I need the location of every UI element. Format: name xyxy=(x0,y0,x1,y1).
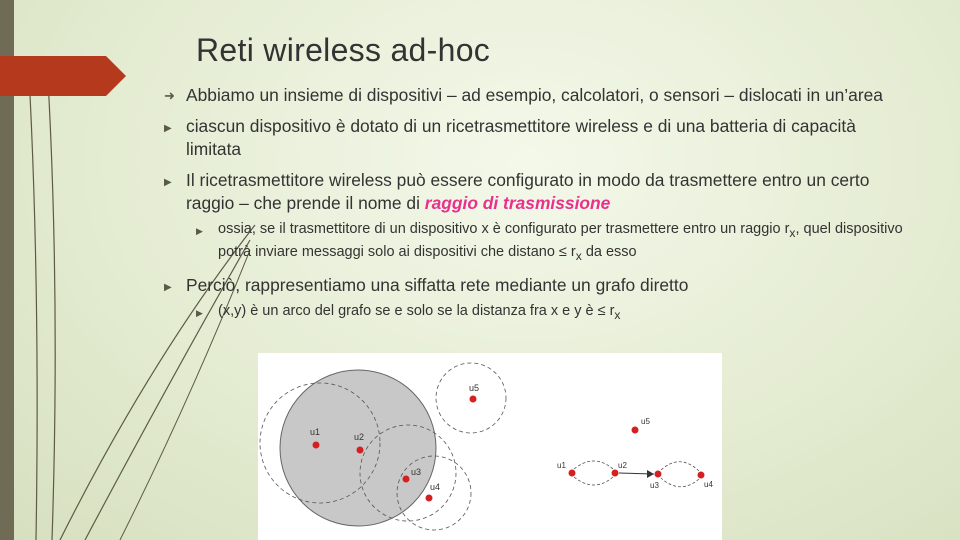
bullet-3-text: Il ricetrasmettitore wireless può essere configurato in modo da trasmettere entro un certo raggio – che prende il nome di xyxy=(186,170,870,213)
edge-u4-u3 xyxy=(661,478,699,487)
network-diagram xyxy=(258,353,722,540)
node-right-u1 xyxy=(569,470,576,477)
edge-u2-u1 xyxy=(574,477,613,485)
network-figure xyxy=(258,353,722,540)
label-left-u2: u2 xyxy=(354,432,365,442)
bullet-4: ▶ Perciò, rappresentiamo una siffatta rete mediante un grafo diretto xyxy=(160,274,910,297)
label-right-u4: u4 xyxy=(704,480,713,489)
slide-title: Reti wireless ad-hoc xyxy=(196,32,491,68)
label-right-u2: u2 xyxy=(618,461,627,470)
label-left-u4: u4 xyxy=(430,482,441,492)
title-arrow-shape xyxy=(0,56,126,96)
highlight-raggio: raggio di trasmissione xyxy=(424,193,611,213)
edge-u1-u2 xyxy=(574,461,613,469)
node-left-u2 xyxy=(357,447,364,454)
edge-u3-u4 xyxy=(661,462,699,471)
bullet-2: ▶ ciascun dispositivo è dotato di un ricetrasmettitore wireless e di una batteria di capacità limitata xyxy=(160,115,910,161)
node-right-u2 xyxy=(612,470,619,477)
label-right-u1: u1 xyxy=(557,461,566,470)
label-left-u3: u3 xyxy=(411,467,422,477)
node-left-u3 xyxy=(403,476,410,483)
node-right-u4 xyxy=(698,472,705,479)
node-left-u4 xyxy=(426,495,433,502)
arrowhead-u2-u3 xyxy=(647,470,654,478)
node-right-u3 xyxy=(655,471,662,478)
label-right-u3: u3 xyxy=(650,481,659,490)
label-left-u1: u1 xyxy=(310,427,321,437)
bullet-1: ➜ Abbiamo un insieme di dispositivi – ad esempio, calcolatori, o sensori – dislocati in un’area xyxy=(160,84,910,107)
node-right-u5 xyxy=(632,427,639,434)
label-left-u5: u5 xyxy=(469,383,480,393)
sub-bullet-1: ▶ ossia, se il trasmettitore di un dispositivo x è configurato per trasmettere entro un raggio $r_x$, quel dispositivo potrà inviare messaggi solo ai dispositivi che $distano \le r_x$ da esso xyxy=(160,220,910,266)
node-left-u5 xyxy=(470,396,477,403)
label-right-u5: u5 xyxy=(641,417,650,426)
bullet-3 xyxy=(160,169,910,215)
node-left-u1 xyxy=(313,442,320,449)
sub-bullet-2: ▶ (x,y) è un arco del grafo se e solo se la distanza fra x e y è ≤ $r_x$ xyxy=(160,302,910,325)
bullet-list xyxy=(160,84,910,333)
